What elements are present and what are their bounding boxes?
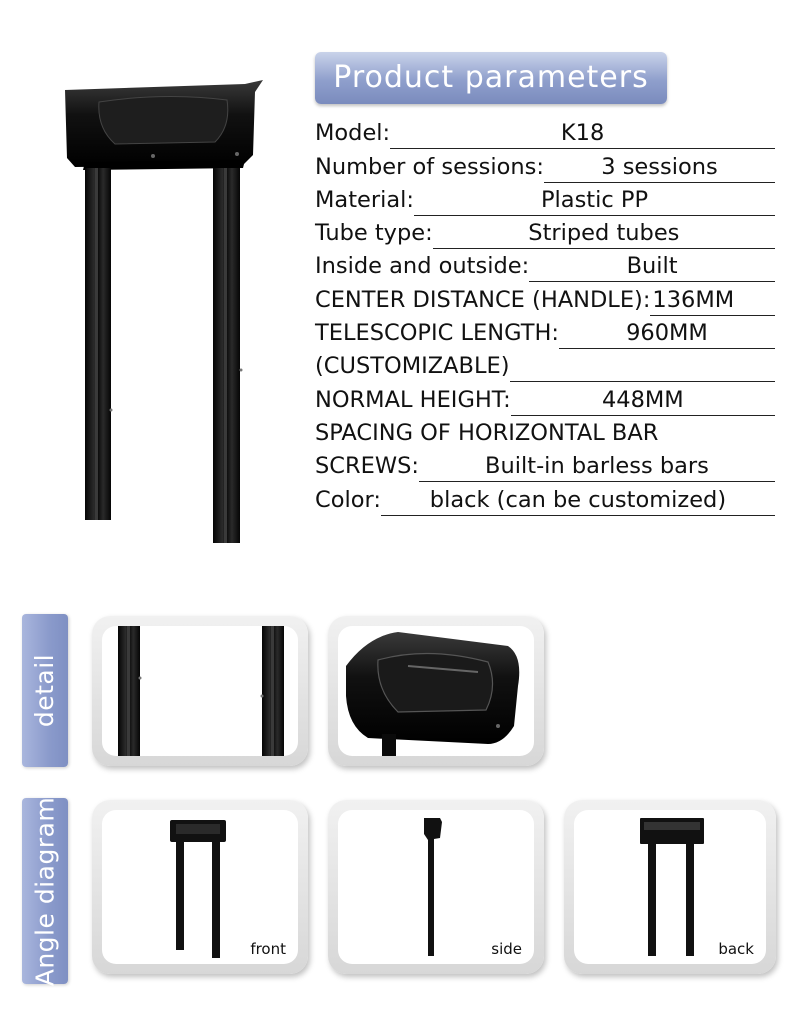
param-value: Plastic PP (414, 187, 775, 216)
angle-back-frame (564, 800, 776, 974)
param-normal-height (315, 382, 775, 415)
param-color (315, 482, 775, 515)
param-label: (CUSTOMIZABLE) (315, 353, 510, 380)
side-caption: side (491, 940, 522, 958)
param-label: SCREWS: (315, 453, 419, 480)
angle-side-frame (328, 800, 544, 974)
param-value: 3 sessions (544, 154, 775, 183)
product-parameters-title: Product parameters (315, 52, 667, 104)
param-value: 960MM (559, 320, 775, 349)
param-model (315, 116, 775, 149)
parameters-list (315, 116, 775, 516)
param-label: Model: (315, 120, 391, 147)
param-label: Tube type: (315, 220, 433, 247)
param-label: Material: (315, 186, 414, 213)
param-value: black (can be customized) (381, 487, 775, 516)
param-value: Built (529, 253, 775, 282)
detail-section-label: detail (30, 653, 60, 728)
param-label: SPACING OF HORIZONTAL BAR (315, 419, 659, 446)
detail-handle-frame (328, 616, 544, 766)
product-hero-image (55, 70, 275, 550)
param-sessions (315, 149, 775, 182)
param-label: CENTER DISTANCE (HANDLE): (315, 286, 651, 313)
param-value: K18 (390, 120, 775, 149)
param-customizable (315, 349, 775, 382)
angle-diagram-section-label: Angle diagram (30, 796, 60, 986)
param-label: Color: (315, 486, 381, 513)
param-label: NORMAL HEIGHT: (315, 386, 511, 413)
param-material (315, 183, 775, 216)
param-screws (315, 449, 775, 482)
detail-section-tab (22, 614, 68, 767)
param-label: Inside and outside: (315, 253, 530, 280)
detail-handle-image (338, 626, 534, 756)
param-telescopic-length (315, 316, 775, 349)
param-spacing (315, 416, 775, 449)
angle-diagram-section-tab (22, 798, 68, 984)
param-label: TELESCOPIC LENGTH: (315, 320, 559, 347)
param-value: Striped tubes (433, 220, 775, 249)
param-center-distance (315, 282, 775, 315)
param-value: 136MM (650, 287, 775, 316)
param-value: Built-in barless bars (419, 453, 775, 482)
param-inside-outside (315, 249, 775, 282)
front-caption: front (250, 940, 286, 958)
detail-tubes-frame (92, 616, 308, 766)
angle-front-frame (92, 800, 308, 974)
param-label: Number of sessions: (315, 153, 544, 180)
back-caption: back (718, 940, 754, 958)
detail-tubes-image (102, 626, 298, 756)
param-value: 448MM (511, 387, 775, 416)
param-tube-type (315, 216, 775, 249)
